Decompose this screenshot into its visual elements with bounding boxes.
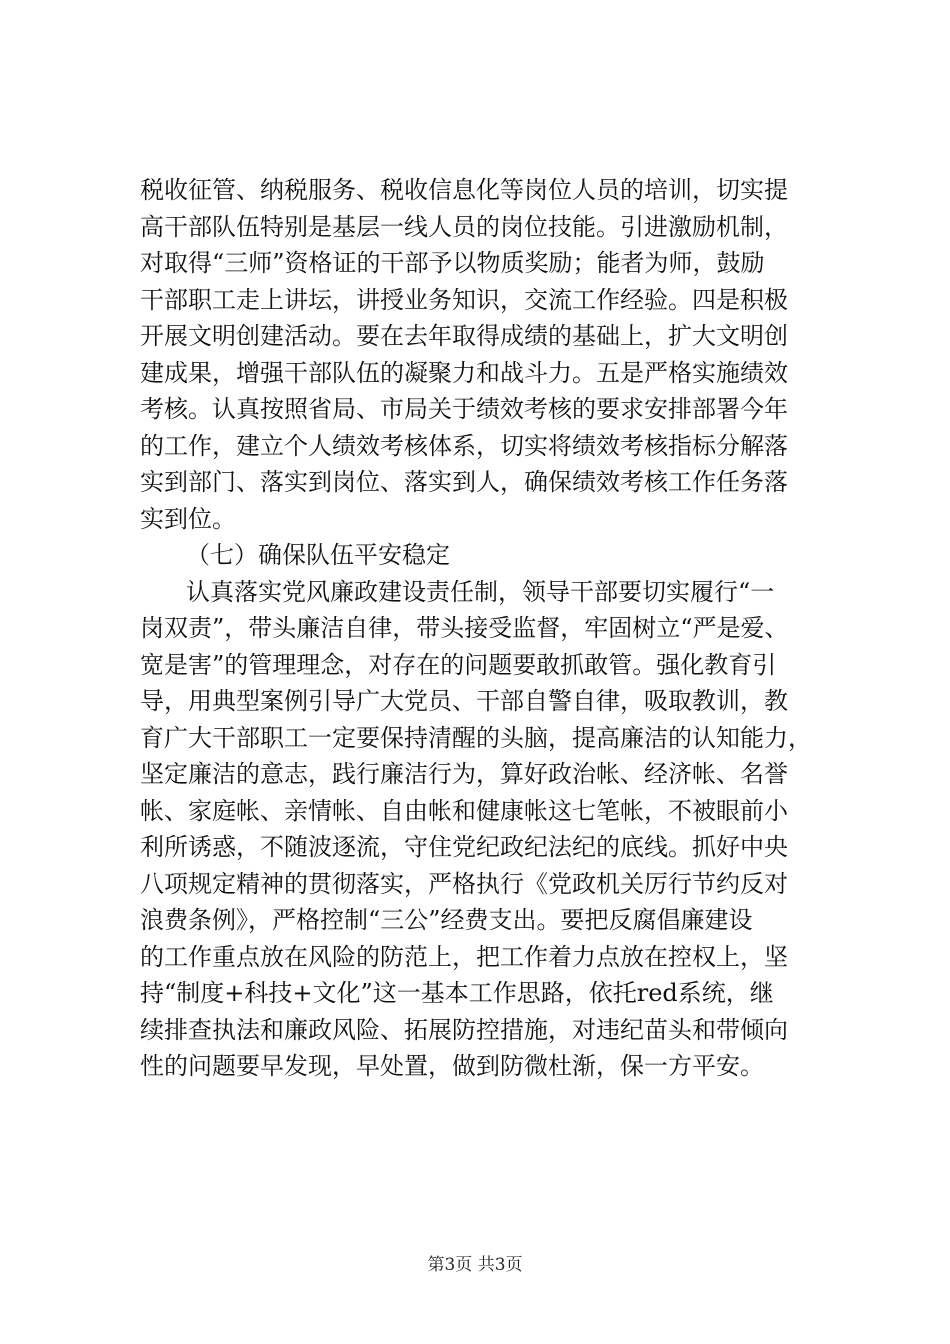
text-line: 税收征管、纳税服务、税收信息化等岗位人员的培训，切实提 <box>140 176 788 204</box>
text-line: 认真落实党风廉政建设责任制，领导干部要切实履行“一 <box>186 577 775 606</box>
text-line: 宽是害”的管理理念，对存在的问题要敢抓敢管。强化教育引 <box>140 650 777 679</box>
text-line: 育广大干部职工一定要保持清醒的头脑，提高廉洁的认知能力， <box>140 723 812 752</box>
text-line: 续排查执法和廉政风险、拓展防控措施，对违纪苗头和带倾向 <box>140 1015 788 1044</box>
section-heading: （七）确保队伍平安稳定 <box>186 541 450 569</box>
text-line: 帐、家庭帐、亲情帐、自由帐和健康帐这七笔帐，不被眼前小 <box>140 796 788 825</box>
text-line: 利所诱惑，不随波逐流，守住党纪政纪法纪的底线。抓好中央 <box>140 833 788 861</box>
text-line: 八项规定精神的贯彻落实，严格执行《党政机关厉行节约反对 <box>140 869 788 898</box>
text-line: 导，用典型案例引导广大党员、干部自警自律，吸取教训，教 <box>140 687 788 715</box>
text-line: 实到位。 <box>140 504 236 533</box>
text-line: 实到部门、落实到岗位、落实到人，确保绩效考核工作任务落 <box>140 468 788 496</box>
document-body <box>140 172 840 1085</box>
text-line: 考核。认真按照省局、市局关于绩效考核的要求安排部署今年 <box>140 395 788 423</box>
text-line: 对取得“三师”资格证的干部予以物质奖励；能者为师，鼓励 <box>140 249 765 277</box>
text-line: 持“制度+科技+文化”这一基本工作思路，依托red系统，继 <box>140 979 774 1007</box>
text-line: 浪费条例》，严格控制“三公”经费支出。要把反腐倡廉建设 <box>140 906 753 934</box>
text-line: 坚定廉洁的意志，践行廉洁行为，算好政治帐、经济帐、名誉 <box>140 760 788 788</box>
page-number-footer: 第3页 共3页 <box>427 1255 523 1275</box>
text-line: 建成果，增强干部队伍的凝聚力和战斗力。五是严格实施绩效 <box>140 358 788 387</box>
text-line: 的工作重点放在风险的防范上，把工作着力点放在控权上，坚 <box>140 942 788 971</box>
text-line: 的工作，建立个人绩效考核体系，切实将绩效考核指标分解落 <box>140 431 788 460</box>
text-line: 性的问题要早发现，早处置，做到防微杜渐，保一方平安。 <box>140 1052 764 1080</box>
text-line: 高干部队伍特别是基层一线人员的岗位技能。引进激励机制， <box>140 212 788 241</box>
text-line: 开展文明创建活动。要在去年取得成绩的基础上，扩大文明创 <box>140 322 788 350</box>
text-line: 岗双责”，带头廉洁自律，带头接受监督，牢固树立“严是爱、 <box>140 614 789 642</box>
text-line: 干部职工走上讲坛，讲授业务知识，交流工作经验。四是积极 <box>140 285 788 314</box>
